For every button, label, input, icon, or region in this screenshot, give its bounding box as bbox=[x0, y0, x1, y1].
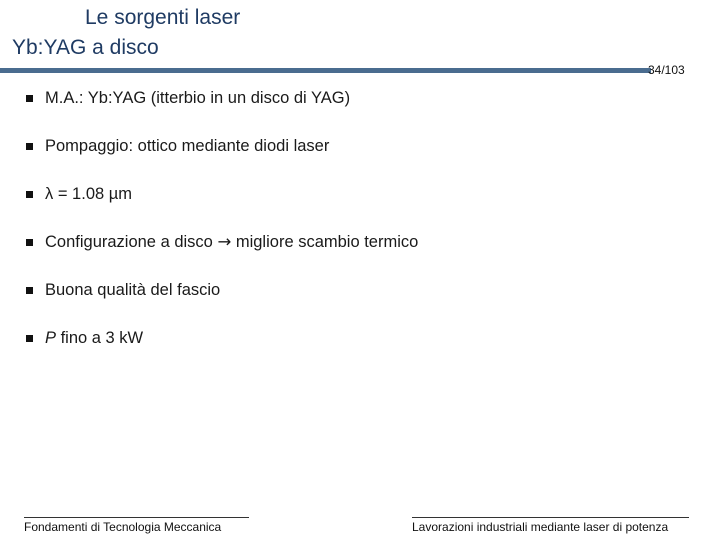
bullet-text bbox=[45, 230, 418, 254]
bullet-text: λ = 1.08 µm bbox=[45, 185, 133, 203]
title-rule bbox=[0, 68, 651, 73]
bullet-text: M.A.: Yb:YAG (itterbio in un disco di YAG) bbox=[45, 89, 351, 107]
bullet-square-icon bbox=[26, 287, 33, 294]
arrow-right-icon: → bbox=[217, 232, 232, 251]
bullet-list bbox=[26, 86, 418, 374]
bullet-square-icon bbox=[26, 239, 33, 246]
footer-rule-right bbox=[412, 517, 689, 518]
bullet-text: Buona qualità del fascio bbox=[45, 281, 221, 299]
bullet-item bbox=[26, 134, 418, 182]
bullet-square-icon bbox=[26, 143, 33, 150]
title-line-2: Yb:YAG a disco bbox=[12, 36, 159, 59]
bullet-item bbox=[26, 86, 418, 134]
footer-course-title: Fondamenti di Tecnologia Meccanica bbox=[24, 520, 222, 534]
footer-lecture-title: Lavorazioni industriali mediante laser di potenza bbox=[412, 520, 669, 534]
bullet-text: Pompaggio: ottico mediante diodi laser bbox=[45, 137, 330, 155]
bullet-item bbox=[26, 230, 418, 278]
bullet-item bbox=[26, 182, 418, 230]
bullet-square-icon bbox=[26, 191, 33, 198]
bullet-item bbox=[26, 278, 418, 326]
bullet-item bbox=[26, 326, 418, 374]
bullet-square-icon bbox=[26, 95, 33, 102]
title-line-1: Le sorgenti laser bbox=[85, 6, 241, 29]
bullet-text bbox=[45, 326, 143, 350]
bullet-text-before: Configurazione a disco bbox=[45, 233, 218, 251]
bullet-square-icon bbox=[26, 335, 33, 342]
power-symbol: P bbox=[45, 329, 57, 347]
bullet-text-after: fino a 3 kW bbox=[56, 329, 144, 347]
page-number: 34/103 bbox=[648, 63, 685, 77]
footer-rule-left bbox=[24, 517, 249, 518]
bullet-text-after: migliore scambio termico bbox=[231, 233, 419, 251]
